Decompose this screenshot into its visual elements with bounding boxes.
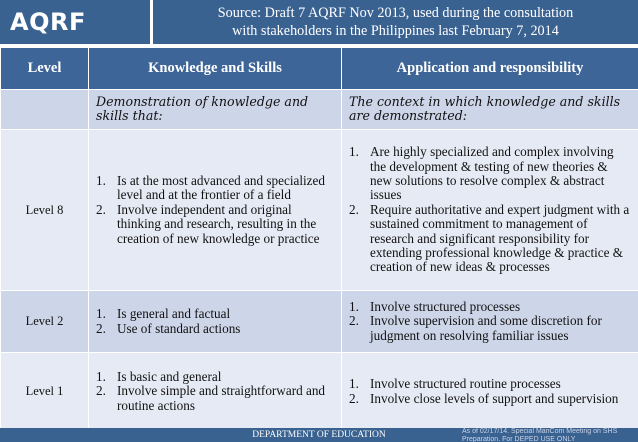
list-item: 1. Is at the most advanced and specialized level and at the frontier of a field — [96, 172, 325, 203]
knowledge-list — [90, 174, 340, 246]
application-cell — [342, 130, 638, 291]
qualifications-table — [0, 47, 638, 431]
level-label: Level 1 — [1, 353, 89, 431]
list-item: 1. Is general and factual — [96, 306, 231, 322]
list-item: 1. Involve structured processes — [349, 298, 521, 314]
knowledge-list — [90, 370, 340, 413]
application-list — [343, 377, 637, 406]
knowledge-list — [90, 307, 340, 336]
intro-level-cell — [1, 90, 89, 130]
column-header-knowledge: Knowledge and Skills — [89, 48, 342, 90]
aqrf-logo: AQRF — [0, 0, 150, 44]
source-line-2: with stakeholders in the Philippines last February 7, 2014 — [232, 23, 559, 39]
list-item: 2. Require authoritative and expert judgment with a sustained commitment to management of research and significant responsibility for extending professional knowledge & practice & creation of new ideas & processes — [349, 201, 630, 275]
intro-knowledge-cell — [89, 90, 342, 130]
column-header-level: Level — [1, 48, 89, 90]
intro-knowledge-text: Demonstration of knowledge and skills that: — [96, 94, 309, 123]
knowledge-cell — [89, 353, 342, 431]
table-row-level-1 — [1, 353, 638, 431]
top-banner — [0, 0, 638, 44]
department-label: DEPARTMENT OF EDUCATION — [252, 430, 386, 440]
application-cell — [342, 291, 638, 353]
footer-bar — [0, 428, 638, 442]
source-line-1: Source: Draft 7 AQRF Nov 2013, used during the consultation — [217, 5, 574, 21]
source-note — [150, 0, 638, 44]
level-label: Level 2 — [1, 291, 89, 353]
as-of-note: As of 02/17/14. Special ManCom Meeting on SHS Preparation. For DEPED USE ONLY — [462, 428, 618, 442]
list-item: 2. Involve independent and original thinking and research, resulting in the creation of new knowledge or practice — [96, 201, 320, 246]
list-item: 2. Use of standard actions — [96, 320, 241, 336]
application-list — [343, 300, 637, 343]
list-item: 1. Is basic and general — [96, 368, 222, 384]
column-header-application: Application and responsibility — [342, 48, 638, 90]
list-item: 2. Involve supervision and some discretion for judgment on resolving familiar issues — [349, 313, 602, 343]
knowledge-cell — [89, 130, 342, 291]
list-item: 1. Are highly specialized and complex involving the development & testing of new theories & new solutions to resolve complex & abstract issues — [349, 144, 614, 203]
application-cell — [342, 353, 638, 431]
knowledge-cell — [89, 291, 342, 353]
level-label: Level 8 — [1, 130, 89, 291]
list-item: 1. Involve structured routine processes — [349, 376, 561, 392]
table-row-intro — [1, 90, 638, 130]
list-item: 2. Involve close levels of support and supervision — [349, 390, 619, 406]
intro-application-text: The context in which knowledge and skills are demonstrated: — [349, 94, 621, 123]
application-list — [343, 145, 637, 275]
table-row-level-8 — [1, 130, 638, 291]
table-header-row — [1, 48, 638, 90]
list-item: 2. Involve simple and straightforward and routine actions — [96, 383, 326, 413]
intro-application-cell — [342, 90, 638, 130]
table-row-level-2 — [1, 291, 638, 353]
